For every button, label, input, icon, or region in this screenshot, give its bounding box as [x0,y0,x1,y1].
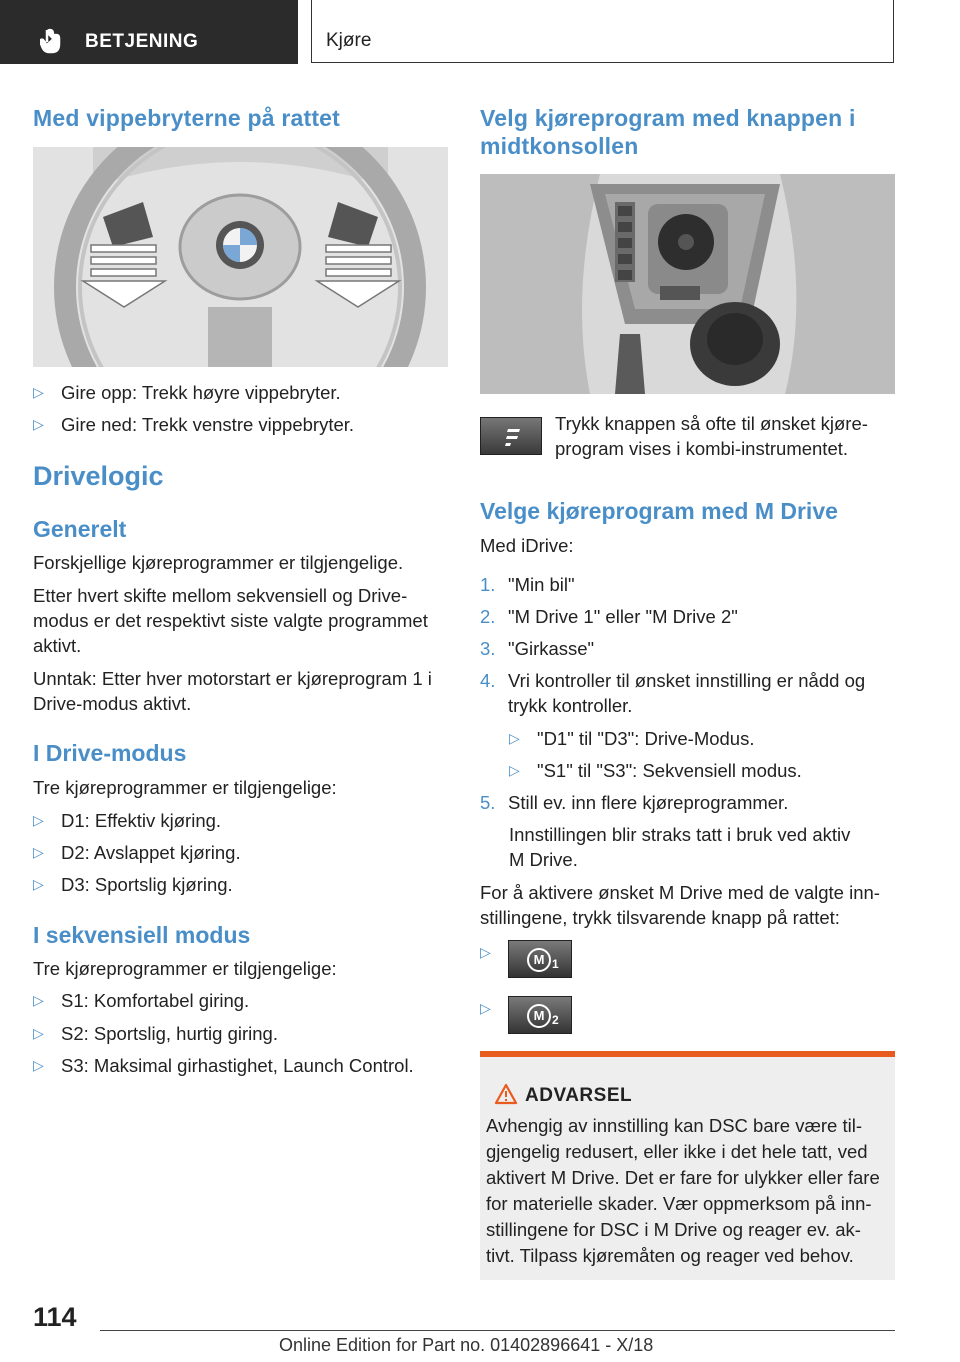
bullet-triangle-icon: ▷ [33,1057,44,1073]
mdrive-intro: Med iDrive: [480,535,574,556]
footer-divider [100,1330,895,1331]
section-tab [0,0,298,64]
drive-mode-button-icon [480,417,542,455]
warning-box [480,1051,895,1280]
chapter-header [311,0,894,63]
warning-title: ADVARSEL [525,1085,633,1106]
bullet-triangle-icon: ▷ [480,1000,491,1016]
bullet-triangle-icon: ▷ [33,844,44,860]
warning-text: Avhengig av innstilling kan DSC bare være til- gjengelig redusert, eller ikke i det hele tatt, ved aktivert M Drive. Det er fare for ulykker eller fare for materielle skader. Vær oppmerksom på inn- stillingene for DSC i M Drive og reager ev. ak- tivt. Tilpass kjøremåten og reager ved behov. [486,1115,880,1266]
bullet-triangle-icon: ▷ [33,812,44,828]
bullet-triangle-icon: ▷ [33,416,44,432]
heading-seq-mode: I sekvensiell modus [33,922,251,948]
general-paragraph-3: Unntak: Etter hver motorstart er kjøreprogram 1 i Drive-modus aktivt. [33,668,432,714]
heading-general: Generelt [33,516,127,542]
page-number: 114 [33,1302,77,1332]
center-console-drawing [480,174,895,394]
chapter-label: Kjøre [326,30,372,51]
bullet-triangle-icon: ▷ [480,944,491,960]
heading-console: Velg kjøreprogram med knappen i midtkonsollen [480,105,856,159]
center-console-illustration [480,174,895,394]
bullet-triangle-icon: ▷ [33,384,44,400]
heading-mdrive: Velge kjøreprogram med M Drive [480,498,838,524]
m2-button-icon: M 2 [508,996,572,1034]
bullet-triangle-icon: ▷ [33,1025,44,1041]
activate-paragraph: For å aktivere ønsket M Drive med de valgte inn- stillingene, trykk tilsvarende knapp på rattet: [480,882,880,928]
heading-drive-mode: I Drive-modus [33,740,187,766]
heading-paddles: Med vippebryterne på rattet [33,105,341,131]
steering-wheel-illustration [33,147,448,367]
step5-note: Innstillingen blir straks tatt i bruk ved aktiv M Drive. [509,824,851,870]
bullet-triangle-icon: ▷ [33,876,44,892]
general-paragraph-2: Etter hvert skifte mellom sekvensiell og Drive- modus er det respektivt siste valgte programmet aktivt. [33,585,428,656]
edition-footer: Online Edition for Part no. 01402896641 - X/18 [279,1335,654,1355]
bullet-triangle-icon: ▷ [509,762,520,778]
section-label: BETJENING [85,31,199,52]
steering-wheel-drawing [33,147,448,367]
bullet-triangle-icon: ▷ [33,992,44,1008]
heading-drivelogic: Drivelogic [33,461,164,491]
general-paragraph-1: Forskjellige kjøreprogrammer er tilgjengelige. [33,552,404,573]
drive-mode-intro: Tre kjøreprogrammer er tilgjengelige: [33,777,337,798]
m1-button-icon: M 1 [508,940,572,978]
seq-mode-intro: Tre kjøreprogrammer er tilgjengelige: [33,958,337,979]
warning-triangle-icon [494,1083,518,1105]
bullet-triangle-icon: ▷ [509,730,520,746]
button-instruction: Trykk knappen så ofte til ønsket kjøre- program vises i kombi-instrumentet. [555,413,868,459]
hand-pointer-icon [40,28,62,54]
